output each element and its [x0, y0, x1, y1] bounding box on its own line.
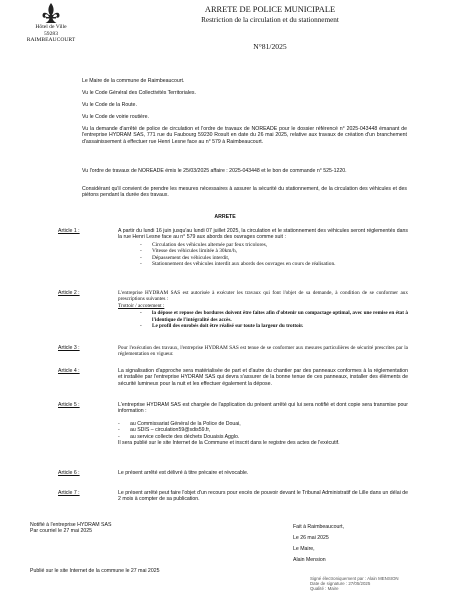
article-6-text: Le présent arrêté est délivré à titre précaire et révocable. [118, 470, 249, 476]
article-1-list [140, 242, 408, 268]
article-1-label: Article 1 : [58, 228, 80, 234]
article-7-label: Article 7 : [58, 490, 80, 496]
article-2-label: Article 2 : [58, 290, 80, 296]
town-logo [22, 2, 80, 44]
signature-role: Le Maire, [293, 546, 315, 552]
list-item: - au Commissariat Général de la Police de Douai, [118, 421, 408, 427]
article-2-subheading: Trottoir / accotement : [118, 302, 165, 309]
page-title: ARRETE DE POLICE MUNICIPALE [204, 5, 336, 14]
article-4-label: Article 4 : [58, 368, 80, 374]
article-6-label: Article 6 : [58, 470, 80, 476]
page-subtitle: Restriction de la circulation et du stationnement [201, 16, 339, 24]
list-item: - Circulation des véhicules alternée par feux tricolores, [140, 242, 408, 248]
article-3-label: Article 3 : [58, 345, 80, 351]
digital-signature-line: Date de signature : 27/05/2025 [310, 581, 371, 587]
article-7-text: Le présent arrêté peut faire l'objet d'un recours pour excès de pouvoir devant le Tribunal Administratif de Lille dans un délai de 2 mois à compter de sa publication. [118, 490, 408, 503]
preamble-line: Vu le Code de voirie routière. [82, 114, 149, 120]
article-2-list [140, 310, 408, 329]
arrete-heading: ARRETE [214, 214, 236, 220]
article-1-body [118, 228, 408, 267]
notification-date: Par courriel le 27 mai 2025 [30, 528, 92, 535]
logo-line-1: Hôtel de Ville [35, 24, 67, 30]
preamble-paragraph: Considérant qu'il convient de prendre les mesures nécessaires à assurer la sécurité du stationnement, de la circulation des véhicules et des piétons pendant la durée des travaux. [82, 186, 407, 199]
preamble-line: Le Maire de la commune de Raimbeaucourt. [82, 78, 185, 84]
signature-date: Le 26 mai 2025 [293, 535, 329, 541]
preamble-line: Vu le Code de la Route. [82, 102, 137, 108]
digital-signature-line: Qualité : Maire [310, 586, 339, 592]
list-item: - la dépose et repose des bordures doivent être faites afin d'obtenir un compactage optimal, avec une remise en état à l'identique de l'intégralité des accès. [140, 310, 408, 323]
list-item: - Dépassement des véhicules interdit, [140, 255, 408, 261]
list-item: - au service collecte des déchets Douaisis Agglo. [118, 434, 408, 440]
article-5-text: L'entreprise HYDRAM SAS est chargée de l'application du présent arrêté qui lui sera notifié et dont copie sera transmise pour information : [118, 402, 408, 415]
fleur-de-lis-icon [41, 2, 61, 24]
decree-number: N°81/2025 [253, 42, 287, 51]
list-item: - Stationnement des véhicules interdit aux abords des ouvrages en cours de réalisation. [140, 261, 408, 267]
article-5-footer: Il sera publié sur le site Internet de la Commune et inscrit dans le registre des actes de l'exécutif. [118, 440, 340, 447]
article-3-text: Pour l'exécution des travaux, l'entreprise HYDRAM SAS est tenue de se conformer aux mesures particulières de sécurité prescrites par la réglementation en vigueur. [118, 345, 408, 358]
preamble-line: Vu le Code Général des Collectivités Territoriales. [82, 90, 196, 96]
article-5-label: Article 5 : [58, 402, 80, 408]
digital-signature-stamp [310, 576, 440, 592]
preamble-paragraph: Vu l'ordre de travaux de NOREADE émis le 25/03/2025 affaire : 2025-043448 et le bon de commande n° 525-1220. [82, 168, 347, 174]
logo-line-2: 59283 RAIMBEAUCOURT [26, 30, 76, 44]
article-5-body [118, 402, 408, 446]
digital-signature-line: Signé électroniquement par : Alain MENSION [310, 576, 399, 581]
article-5-list [118, 421, 408, 440]
list-item: - au SDIS – circulation59@sdis59.fr, [118, 427, 408, 433]
signature-block [293, 522, 413, 566]
notification-line: Notifié à l'entreprise HYDRAM SAS [30, 522, 112, 528]
article-2-body [118, 290, 408, 329]
notification-block [30, 522, 180, 535]
list-item: - Le profil des enrobés doit être réalisé sur toute la largeur du trottoir. [140, 323, 408, 329]
article-4-text: La signalisation d'approche sera matérialisée de part et d'autre du chantier par des panneaux conformes à la réglementation et installée par l'entreprise HYDRAM SAS qui devra s'assurer de la bonne tenue de ces panneaux, installer des éléments de sécurité lumineux pour la nuit et les effectuer également la dépose. [118, 368, 408, 387]
article-2-text: L'entreprise HYDRAM SAS est autorisée à exécuter les travaux qui font l'objet de sa demande, à condition de se conformer aux prescriptions suivantes : [118, 290, 408, 303]
list-item: - Vitesse des véhicules limitée à 30km/h, [140, 248, 408, 254]
article-1-text: A partir du lundi 16 juin jusqu'au lundi 07 juillet 2025, la circulation et le stationnement des véhicules seront réglementés dans la rue Henri Lesne face au n° 579 aux abords des ouvrages comme suit : [118, 228, 408, 241]
signature-name: Alain Mension [293, 557, 326, 563]
signature-place: Fait à Raimbeaucourt, [293, 524, 345, 530]
preamble-paragraph: Vu la demande d'arrêté de police de circulation et l'ordre de travaux de NOREADE pour le dossier référencé n° 2025-043448 émanant de l'entreprise HYDRAM SAS, 771 rue du Faubourg 59230 Rosult en date du 26 mai 2025, relative aux travaux de création d'un branchement d'assainissement à effectuer rue Henri Lesne face au n° 579 à Raimbeaucourt. [82, 126, 407, 145]
publication-note: Publié sur le site Internet de la commune le 27 mai 2025 [30, 568, 160, 574]
